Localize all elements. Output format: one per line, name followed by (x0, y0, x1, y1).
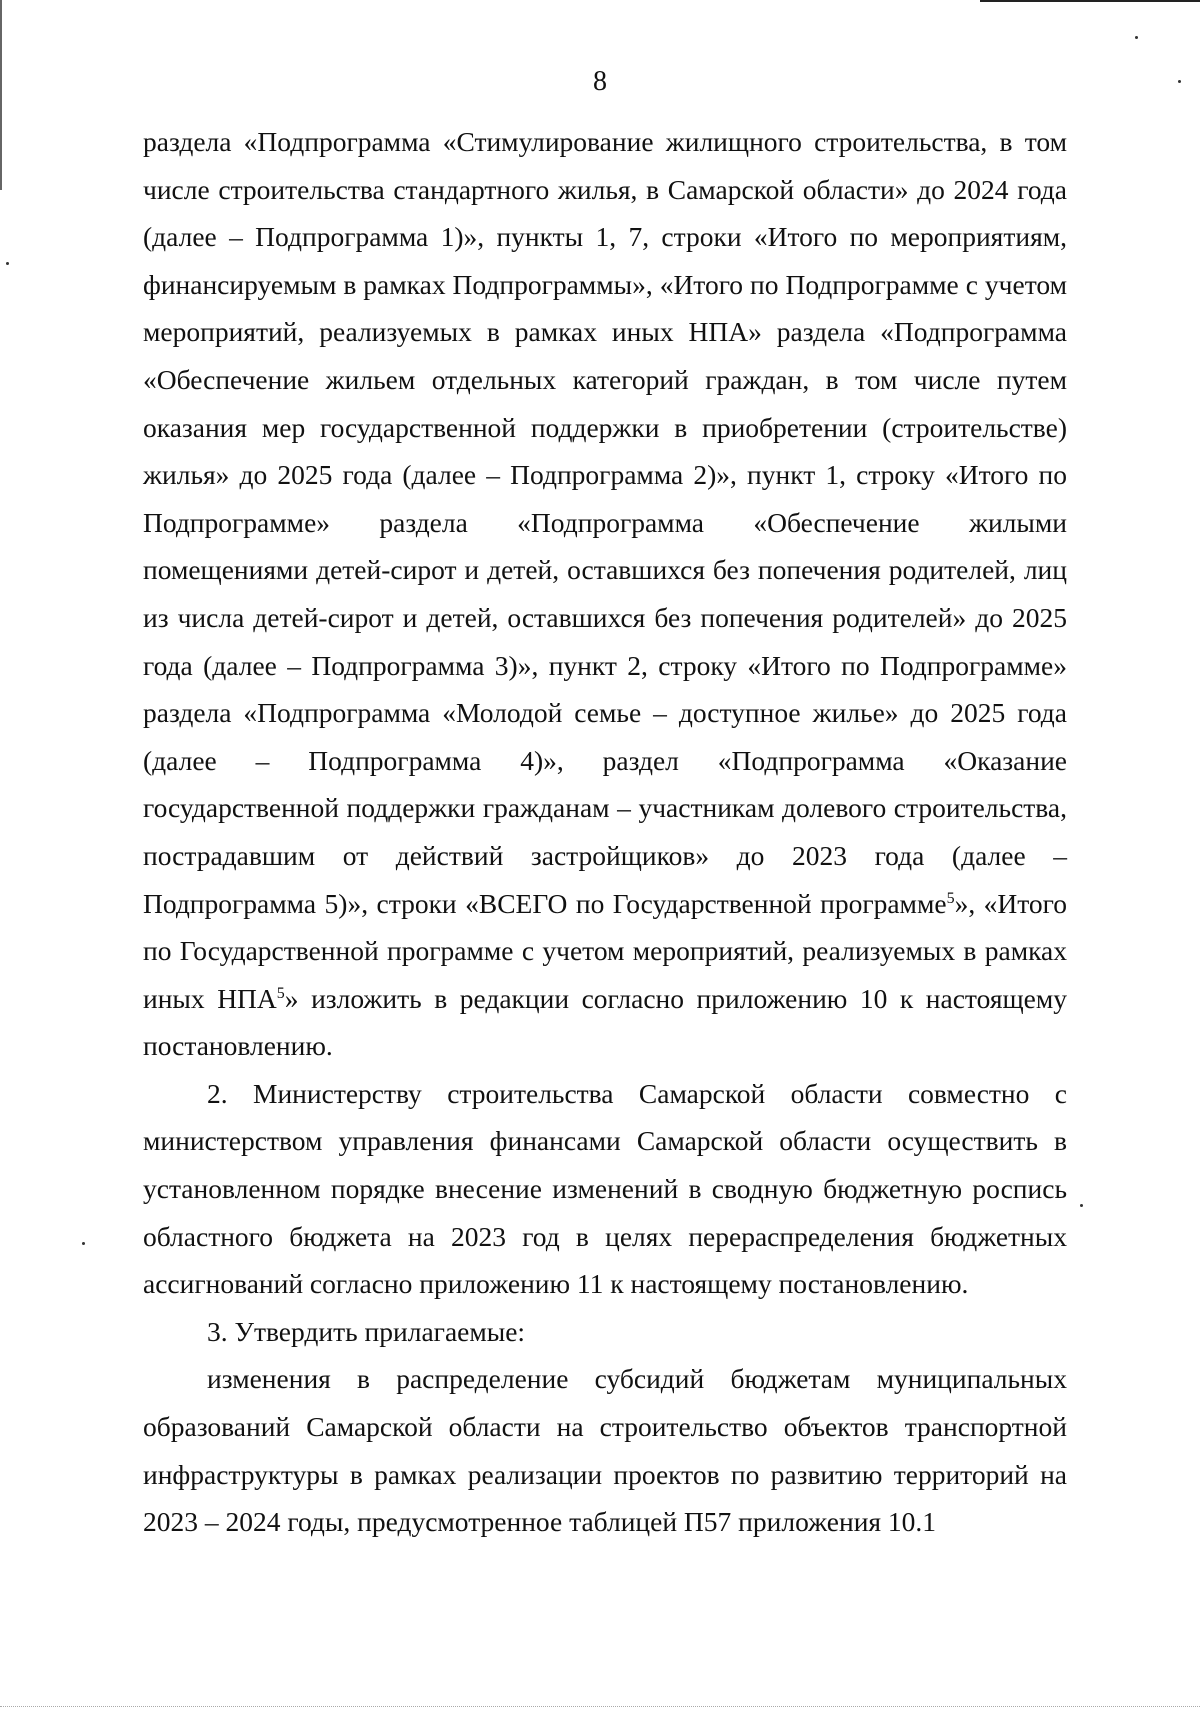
footnote-marker: 5 (276, 984, 285, 1002)
footnote-marker: 5 (946, 889, 955, 907)
document-body (143, 118, 1067, 1546)
paragraph-text: » изложить в редакции согласно приложению 10 к настоящему постановлению. (143, 982, 1067, 1062)
paragraph-item-3: 3. Утвердить прилагаемые: (207, 1315, 526, 1347)
scan-speck (6, 262, 9, 265)
paragraph-text: », «Итого по Государственной программе с учетом мероприятий, реализуемых в рамках иных НПА (143, 887, 1067, 1014)
scan-speck (82, 1242, 85, 1245)
paragraph-text: раздела «Подпрограмма «Стимулирование жилищного строительства, в том числе строительства стандартного жилья, в Самарской области» до 2024 года (далее – Подпрограмма 1)», пункты 1, 7, строки «Итого по мероприятиям, финансируемым в рамках Подпрограммы», «Итого по Подпрограмме с учетом мероприятий, реализуемых в рамках иных НПА» раздела «Подпрограмма «Обеспечение жильем отдельных категорий граждан, в том числе путем оказания мер государственной поддержки в приобретении (строительстве) жилья» до 2025 года (далее – Подпрограмма 2)», пункт 1, строку «Итого по Подпрограмме» раздела «Подпрограмма «Обеспечение жилыми помещениями детей-сирот и детей, оставшихся без попечения родителей, лиц из числа детей-сирот и детей, оставшихся без попечения родителей» до 2025 года (далее – Подпрограмма 3)», пункт 2, строку «Итого по Подпрограмме» раздела «Подпрограмма «Молодой семье – доступное жилье» до 2025 года (далее – Подпрограмма 4)», раздел «Подпрограмма «Оказание государственной поддержки гражданам – участникам долевого строительства, пострадавшим от действий застройщиков» до 2023 года (далее – Подпрограмма 5)», строки «ВСЕГО по Государственной программе (143, 126, 1067, 919)
scan-edge-artifact (0, 1706, 1200, 1708)
paragraph-subprograms (143, 118, 1067, 1070)
scan-edge-artifact (980, 0, 1200, 2)
page-number: 8 (593, 66, 607, 97)
scan-speck (1135, 36, 1138, 39)
paragraph-item-2: 2. Министерству строительства Самарской области совместно с министерством управления финансами Самарской области осуществить в установленном порядке внесение изменений в сводную бюджетную роспись областного бюджета на 2023 год в целях перераспределения бюджетных ассигнований согласно приложению 11 к настоящему постановлению. (143, 1077, 1067, 1300)
scan-speck (1080, 1204, 1083, 1207)
paragraph-changes: изменения в распределение субсидий бюджетам муниципальных образований Самарской области на строительство объектов транспортной инфраструктуры в рамках реализации проектов по развитию территорий на 2023 – 2024 годы, предусмотренное таблицей П57 приложения 10.1 (143, 1363, 1067, 1538)
